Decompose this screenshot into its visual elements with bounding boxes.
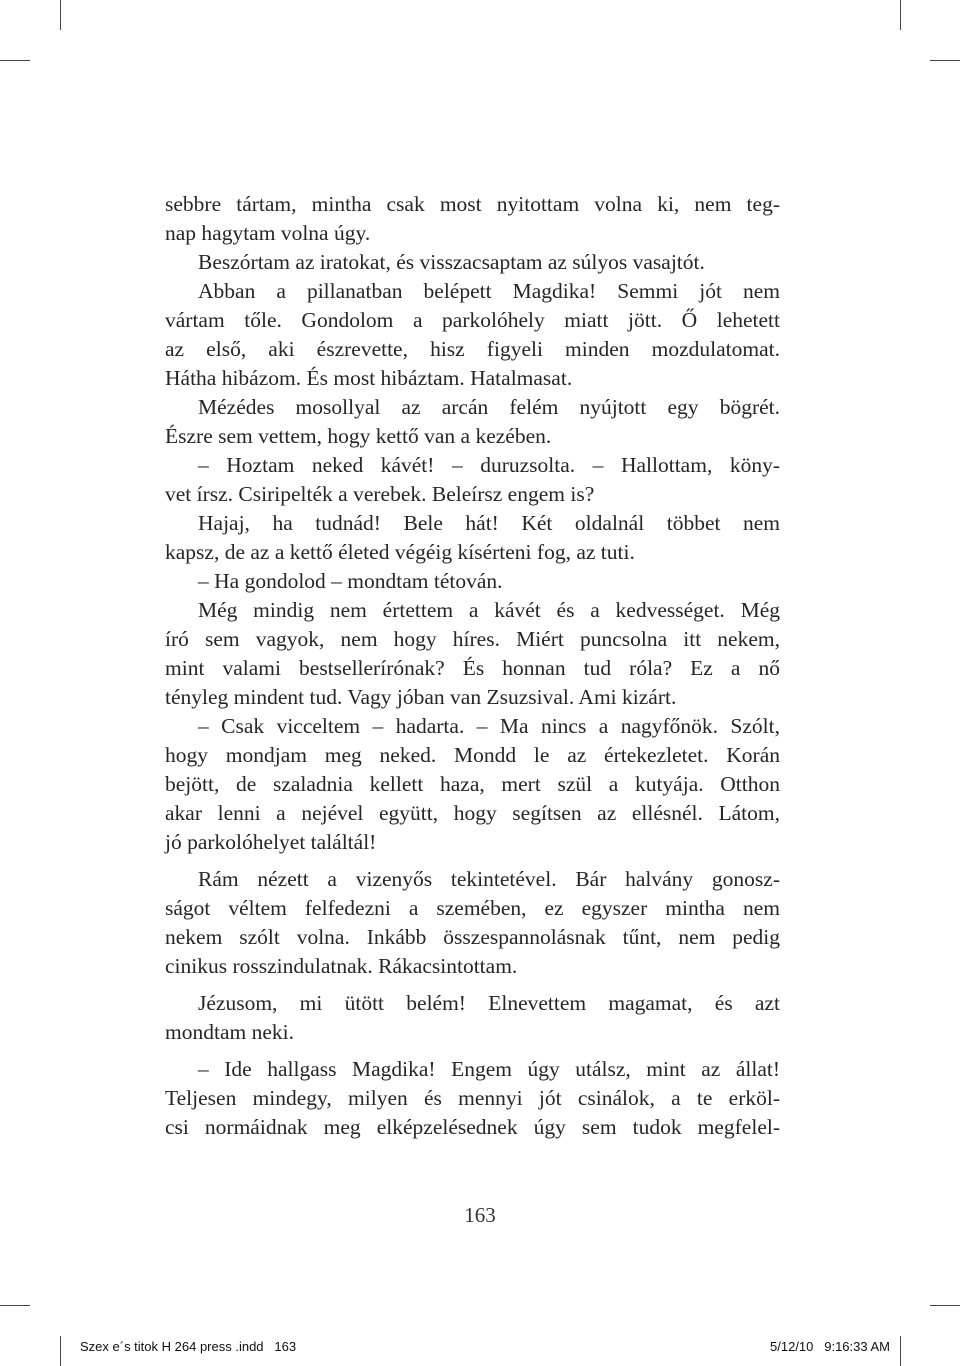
text-line: Mézédes mosollyal az arcán felém nyújtott egy bögrét. bbox=[198, 395, 780, 419]
page-number: 163 bbox=[464, 1203, 496, 1227]
text-line: csi normáidnak meg elképzelésednek úgy sem tudok megfelel- bbox=[165, 1115, 780, 1139]
text-line: vártam tőle. Gondolom a parkolóhely miatt jött. Ő lehetett bbox=[165, 308, 780, 332]
crop-mark bbox=[930, 1305, 960, 1306]
crop-mark bbox=[930, 60, 960, 61]
text-line: nekem szólt volna. Inkább összespannolásnak tűnt, nem pedig bbox=[165, 925, 780, 949]
text-line: jó parkolóhelyet találtál! bbox=[165, 830, 377, 854]
text-line: Rám nézett a vizenyős tekintetével. Bár halvány gonosz- bbox=[198, 867, 780, 891]
text-line: akar lenni a nejével együtt, hogy segítsen az ellésnél. Látom, bbox=[165, 801, 780, 825]
text-line: sebbre tártam, mintha csak most nyitottam volna ki, nem teg- bbox=[165, 192, 780, 216]
body-text bbox=[165, 190, 780, 1142]
text-line: Észre sem vettem, hogy kettő van a kezében. bbox=[165, 424, 552, 448]
text-line: – Hoztam neked kávét! – duruzsolta. – Hallottam, köny- bbox=[198, 453, 780, 477]
text-line: ságot véltem felfedezni a szemében, ez egyszer mintha nem bbox=[165, 896, 780, 920]
slug-file-name: Szex e´s titok H 264 press .indd 163 bbox=[80, 1339, 297, 1354]
crop-mark bbox=[0, 1305, 30, 1306]
text-line: Beszórtam az iratokat, és visszacsaptam az súlyos vasajtót. bbox=[198, 250, 705, 274]
text-line: az első, aki észrevette, hisz figyeli minden mozdulatomat. bbox=[165, 337, 780, 361]
crop-mark bbox=[0, 60, 30, 61]
text-line: tényleg mindent tud. Vagy jóban van Zsuzsival. Ami kizárt. bbox=[165, 685, 677, 709]
crop-mark bbox=[60, 1336, 61, 1366]
text-line: cinikus rosszindulatnak. Rákacsintottam. bbox=[165, 954, 518, 978]
text-line: bejött, de szaladnia kellett haza, mert szül a kutyája. Otthon bbox=[165, 772, 780, 796]
text-line: vet írsz. Csiripelték a verebek. Beleírsz engem is? bbox=[165, 482, 595, 506]
text-line: – Ide hallgass Magdika! Engem úgy utálsz, mint az állat! bbox=[198, 1057, 780, 1081]
crop-mark bbox=[900, 0, 901, 30]
text-line: hogy mondjam meg neked. Mondd le az értekezletet. Korán bbox=[165, 743, 780, 767]
text-line: Hajaj, ha tudnád! Bele hát! Két oldalnál többet nem bbox=[198, 511, 780, 535]
text-line: Teljesen mindegy, milyen és mennyi jót csinálok, a te erköl- bbox=[165, 1086, 780, 1110]
text-line: kapsz, de az a kettő életed végéig kísérteni fog, az tuti. bbox=[165, 540, 635, 564]
text-line: Jézusom, mi ütött belém! Elnevettem magamat, és azt bbox=[198, 991, 780, 1015]
text-line: nap hagytam volna úgy. bbox=[165, 221, 371, 245]
text-line: mondtam neki. bbox=[165, 1020, 294, 1044]
text-line: Abban a pillanatban belépett Magdika! Semmi jót nem bbox=[198, 279, 780, 303]
text-line: Még mindig nem értettem a kávét és a kedvességet. Még bbox=[198, 598, 780, 622]
text-line: mint valami bestsellerírónak? És honnan tud róla? Ez a nő bbox=[165, 656, 780, 680]
crop-mark bbox=[900, 1336, 901, 1366]
text-line: – Csak vicceltem – hadarta. – Ma nincs a nagyfőnök. Szólt, bbox=[198, 714, 780, 738]
text-line: író sem vagyok, nem hogy híres. Miért puncsolna itt nekem, bbox=[165, 627, 780, 651]
crop-mark bbox=[60, 0, 61, 30]
text-line: Hátha hibázom. És most hibáztam. Hatalmasat. bbox=[165, 366, 573, 390]
text-line: – Ha gondolod – mondtam tétován. bbox=[198, 569, 503, 593]
slug-datetime: 5/12/10 9:16:33 AM bbox=[770, 1339, 890, 1354]
